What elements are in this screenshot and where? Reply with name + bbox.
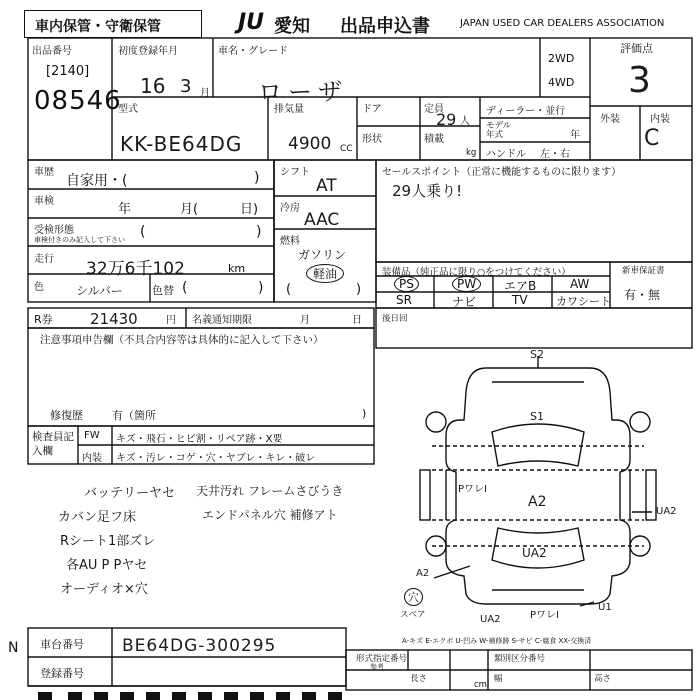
exterior-label: 外装	[600, 114, 620, 125]
inspection-year: 年	[118, 202, 132, 217]
r-ticket-value: 21430	[90, 310, 138, 328]
notice-label: 名義通知期限	[192, 315, 252, 326]
notice-day: 日	[352, 315, 362, 326]
inspection-month: 月(	[180, 202, 199, 217]
color-value: シルバー	[76, 284, 123, 298]
capacity-label: 定員	[424, 104, 444, 115]
spare-mark: 穴	[404, 588, 423, 606]
hw-note: カバン足フ床	[58, 510, 137, 525]
mileage-value: 32万6千102	[86, 259, 185, 279]
first-reg-year: 16	[140, 74, 166, 98]
handle-options: 左・右	[540, 149, 570, 160]
mileage-label: 走行	[34, 254, 54, 265]
model-year-label: モデル 年式	[486, 121, 512, 140]
length-label: 長さ	[410, 674, 428, 684]
interior-label: 内装	[650, 114, 670, 125]
org-name: 愛知	[274, 16, 310, 37]
inspection-label: 車検	[34, 196, 54, 207]
color-paren-close: )	[258, 280, 264, 296]
car-name-label: 車名・グレード	[218, 46, 288, 57]
category-label: 類別区分番号	[494, 654, 546, 664]
hw-note: Rシート1部ズレ	[60, 534, 156, 549]
storage-label: 車内保管・守衛保管	[35, 19, 161, 35]
fuel-value: ガソリン	[298, 248, 347, 262]
year-unit: 年	[570, 130, 580, 141]
person-unit: 人	[460, 116, 470, 127]
equip-sr: SR	[396, 293, 412, 307]
hw-note: バッテリーヤセ	[84, 486, 176, 501]
damage-mark: A2	[528, 494, 547, 510]
shape-label: 形状	[362, 134, 382, 145]
cm-unit: cm	[474, 680, 487, 690]
reg-label: 登録番号	[40, 667, 84, 680]
dealer-label: ディーラー・並行	[486, 106, 566, 117]
shift-label: シフト	[280, 167, 310, 178]
history-label: 車歴	[34, 167, 54, 178]
type-designation-label: 形式指定番号	[356, 654, 408, 664]
warranty-label: 新車保証書	[622, 266, 665, 276]
repair-close: )	[362, 407, 367, 420]
ju-logo: JU	[238, 10, 265, 35]
chassis-label: 車台番号	[40, 638, 84, 651]
yen-unit: 円	[166, 315, 176, 326]
shift-value: AT	[316, 176, 337, 196]
receipt-paren-close: )	[256, 224, 262, 240]
inspector-label: 検査員記入欄	[32, 431, 74, 457]
repair-value: 有（箇所	[112, 409, 156, 422]
door-label: ドア	[362, 104, 382, 115]
notes-label: 注意事項申告欄（不具合内容等は具体的に記入して下さい）	[40, 334, 324, 346]
equip-aw: AW	[570, 277, 590, 291]
color-paren-open: (	[182, 280, 188, 296]
ref-label: 参考	[370, 663, 384, 671]
damage-mark: PワレI	[530, 610, 559, 621]
capacity-value: 29	[436, 110, 457, 129]
fuel-paren-close: )	[356, 282, 362, 297]
damage-mark: S1	[530, 410, 544, 423]
equip-leather: カワシート	[556, 295, 611, 308]
damage-mark: UA2	[656, 506, 677, 517]
history-value: 自家用・(	[66, 173, 128, 189]
fuel-label: 燃料	[280, 236, 300, 247]
kg-unit: kg	[466, 148, 477, 158]
handle-label: ハンドル	[486, 149, 526, 160]
repair-label: 修復歴	[50, 409, 83, 422]
n-mark: N	[8, 640, 19, 656]
equipment-label: 装備品（純正品に限り○をつけてください）	[382, 267, 571, 278]
receipt-paren-open: (	[140, 224, 146, 240]
month-unit: 月	[200, 88, 210, 99]
displacement-label: 排気量	[274, 104, 304, 115]
lot-number-label: 出品番号	[32, 46, 72, 57]
ac-value: AAC	[304, 210, 340, 230]
height-label: 高さ	[594, 674, 612, 684]
fuel-alt: 軽油	[306, 264, 344, 283]
drive-2wd: 2WD	[548, 52, 575, 65]
interior-grade: C	[644, 126, 660, 151]
drive-4wd: 4WD	[548, 76, 575, 89]
damage-mark: A2	[416, 568, 430, 579]
rating-label: 評価点	[620, 42, 653, 55]
inspection-day: 日)	[240, 202, 259, 217]
first-reg-label: 初度登録年月	[118, 46, 178, 57]
equip-airbag: エアB	[504, 279, 537, 293]
ac-label: 冷房	[280, 203, 300, 214]
lot-number: 08546	[34, 86, 122, 116]
receipt-note: 車検付きのみ記入して下さい	[34, 236, 125, 244]
displacement-value: 4900	[288, 134, 332, 154]
chassis-value: BE64DG-300295	[122, 636, 277, 656]
r-ticket-label: R券	[34, 313, 53, 326]
damage-mark: PワレI	[458, 484, 487, 495]
fw-items: キズ・飛石・ヒビ割・リペア跡・X要	[116, 434, 283, 445]
color-change-label: 色替	[152, 284, 174, 297]
later-label: 後日回	[382, 314, 408, 324]
first-reg-month: 3	[180, 76, 192, 97]
interior-check-label: 内装	[82, 453, 102, 464]
equip-ps: PS	[394, 276, 419, 292]
model-code: KK-BE64DG	[120, 132, 243, 156]
rating-value: 3	[628, 60, 651, 101]
history-close: )	[254, 170, 260, 186]
hw-note: 天井汚れ フレームさびうき	[196, 484, 344, 498]
car-name: ローザ	[258, 78, 348, 106]
color-label: 色	[34, 282, 44, 293]
equip-pw: PW	[452, 276, 481, 292]
sales-point-label: セールスポイント（正常に機能するものに限ります）	[382, 167, 622, 178]
damage-mark: UA2	[480, 614, 501, 625]
receipt-label: 受検形態	[34, 225, 74, 236]
sales-point-note: 29人乗り!	[392, 182, 463, 200]
km-unit: km	[228, 262, 246, 275]
damage-mark: S2	[530, 348, 544, 361]
hw-note: オーディオ×穴	[60, 582, 148, 597]
load-label: 積載	[424, 134, 444, 145]
damage-mark: U1	[598, 602, 612, 613]
damage-mark: UA2	[522, 546, 547, 560]
spare-label: スペア	[400, 610, 426, 620]
hw-note: エンドパネル穴 補修アト	[202, 508, 338, 522]
vehicle-diagram	[420, 356, 656, 606]
cc-unit: CC	[340, 144, 353, 154]
notice-month: 月	[300, 315, 310, 326]
lot-sub-number: [2140]	[46, 64, 90, 79]
fuel-paren-open: (	[286, 282, 292, 297]
interior-check-items: キズ・汚レ・コゲ・穴・ヤブレ・キレ・破レ	[116, 453, 316, 464]
fw-label: FW	[84, 430, 100, 441]
equip-navi: ナビ	[452, 295, 477, 309]
form-title: 出品申込書	[340, 16, 430, 37]
warranty-value: 有・無	[624, 288, 661, 302]
equip-tv: TV	[512, 293, 528, 307]
model-label: 型式	[118, 104, 138, 115]
diagram-legend: A-キズ E-エクボ U-凹み W-補修跡 S-サビ C-腐食 XX-交換済	[402, 637, 592, 645]
hw-note: 各AU P Pヤセ	[66, 558, 148, 573]
width-label: 幅	[494, 674, 503, 684]
association-name: JAPAN USED CAR DEALERS ASSOCIATION	[460, 18, 665, 29]
